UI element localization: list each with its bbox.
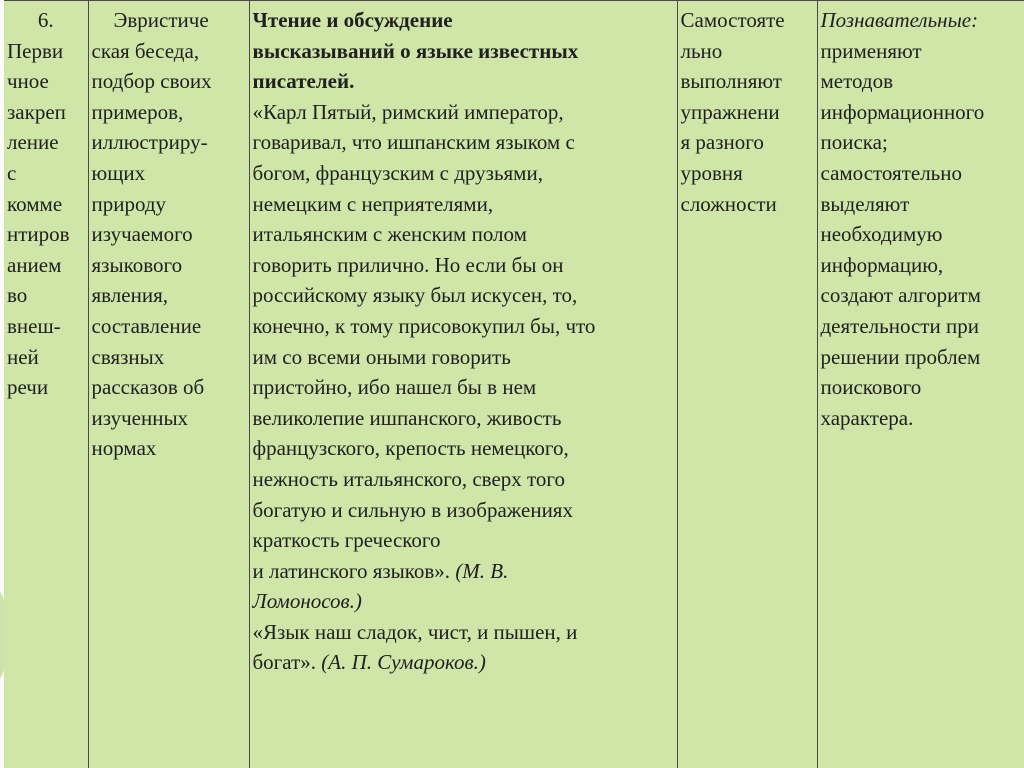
methods-line: связных [91,344,165,369]
quote-line: краткость греческого [252,528,441,553]
quote2-line: «Язык наш сладок, чист, и пышен, и [252,619,578,644]
methods-line: ская беседа, [91,38,200,63]
uud-line: выделяют [820,191,910,216]
methods-line: языкового [91,252,183,277]
stage-line: анием [7,252,62,277]
stage-line: ней [7,344,39,369]
methods-line: природу [91,191,167,216]
stage-cell [4,1,88,768]
quote-line: говорить прилично. Но если бы он [252,252,564,277]
uud-line: создают алгоритм [820,283,981,308]
uud-heading: Познавательные: [820,8,979,32]
content-heading: Чтение и обсуждение [252,8,453,32]
quote-line: богатую и сильную в изображениях [252,497,573,522]
quote-line: немецким с неприятелями, [252,191,494,216]
stage-line: речи [7,375,49,400]
lesson-table [4,0,1024,768]
uud-line: решении проблем [820,344,981,369]
stage-line: с [7,160,17,185]
author-lomonosov-cont: Ломоносов.) [252,589,362,614]
activity-line: льно [680,38,723,63]
quote2-text: богат». [252,650,317,675]
uud-line: деятельности при [820,313,979,338]
quote-line: конечно, к тому присовокупил бы, что [252,313,596,338]
methods-line: явления, [91,283,168,308]
activity-line: выполняют [680,69,782,94]
stage-line: нтиров [7,222,70,247]
quote-line: говаривал, что ишпанским языком с [252,130,575,155]
content-cell [249,1,677,768]
methods-line: примеров, [91,99,184,124]
methods-line: составление [91,313,202,338]
stage-line: во [7,283,28,308]
content-heading: высказываний о языке известных [252,38,579,63]
uud-line: информацию, [820,252,944,277]
uud-line: самостоятельно [820,160,962,185]
uud-line: необходимую [820,222,943,247]
quote-line: пристойно, ибо нашел бы в нем [252,375,537,400]
author-lomonosov: (М. В. [455,558,509,583]
table-row [4,1,1024,768]
activity-line: уровня [680,160,743,185]
stage-number: 6. [37,8,54,32]
quote2-line-last [253,647,674,678]
methods-line: иллюстриру- [91,130,208,155]
stage-line: внеш- [7,313,61,338]
stage-line: ление [7,130,59,155]
activity-line: упражнени [680,99,780,124]
quote-line: богом, французским с друзьями, [252,160,543,185]
stage-line: комме [7,191,63,216]
uud-cell [817,1,1024,768]
uud-line: поиска; [820,130,888,155]
methods-line: подбор своих [91,69,212,94]
quote-line: нежность итальянского, сверх того [252,466,566,491]
activity-line: сложности [680,191,777,216]
stage-line: закреп [7,99,66,124]
quote-line: итальянским с женским полом [252,222,527,247]
uud-line: методов [820,69,894,94]
methods-line: изученных [91,405,189,430]
methods-line: рассказов об [91,375,205,400]
methods-line: изучаемого [91,222,193,247]
uud-line: информационного [820,99,985,124]
methods-line: Эвристиче [113,8,209,32]
quote-line: французского, крепость немецкого, [252,436,569,461]
methods-line: нормах [91,436,157,461]
methods-line: ющих [91,160,146,185]
uud-line: применяют [820,38,922,63]
uud-line: поискового [820,375,922,400]
quote-line-last [253,556,674,587]
quote-line: великолепие ишпанского, живость [252,405,562,430]
author-sumarokov: (А. П. Сумароков.) [321,650,486,675]
content-heading: писателей. [252,69,355,94]
quote-line: российскому языку был искусен, то, [252,283,578,308]
quote-text: и латинского языков». [252,558,451,583]
stage-line: Перви [7,38,64,63]
methods-cell [88,1,249,768]
activity-cell [677,1,817,768]
stage-line: чное [7,69,49,94]
quote-line: им со всеми оными говорить [252,344,511,369]
activity-line: я разного [680,130,764,155]
quote-line: «Карл Пятый, римский император, [252,99,564,124]
activity-line: Самостояте [680,8,785,32]
uud-line: характера. [820,405,914,430]
